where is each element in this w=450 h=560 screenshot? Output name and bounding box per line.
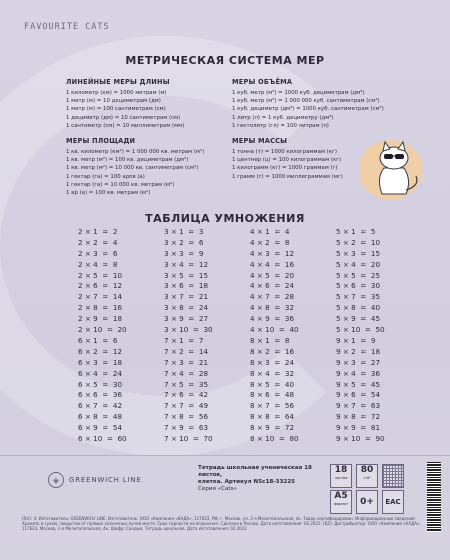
eac-mark: EAC (385, 498, 401, 506)
age-rating: 0+ (360, 497, 374, 507)
mult-row: 5 × 1 = 5 (336, 227, 376, 236)
density-value: 80 (360, 465, 374, 475)
area-measures-title: МЕРЫ ПЛОЩАДИ (66, 137, 136, 145)
mult-column-7 (164, 336, 213, 445)
mult-row: 8 × 10 = 80 (250, 434, 299, 444)
mult-row: 3 × 6 = 18 (164, 281, 209, 291)
mult-row: 6 × 8 = 48 (78, 412, 123, 422)
sheets-box (330, 464, 352, 488)
length-line: 1 дециметр (дм) = 10 сантиметрам (см) (66, 114, 181, 121)
mult-row: 4 × 6 = 24 (250, 281, 295, 291)
volume-line: 1 гектолитр (гл) = 100 литрам (л) (232, 122, 329, 129)
length-line: 1 метр (м) = 10 дециметрам (дм) (66, 98, 161, 105)
mult-row: 3 × 2 = 6 (164, 237, 204, 247)
mult-row: 3 × 4 = 12 (164, 259, 209, 269)
mult-row: 6 × 6 = 36 (78, 390, 123, 400)
legal-small-print: (RU): © Изготовитель: GREENWICH LINE. Изготовитель: ООО «Компания «КАДА», 117623, РФ, г. Москва, ул. 2-я Мелитопольская, 4к. Товар сертифицирован. Информационные сведения: Хранить в сухом, закрытом от прямых солнечных лучей месте. Срок годности не ограничен. Сделано в России. Дата изготовления: 02.2022. (KZ): Дистрибьютор: ООО «Компания «КАДА», 117623, Москва, 2-я Мелитопольская, 4к. Шифр: Сандық. Тетрадь школьная. Дата изготовления: 02.2022 (22, 516, 421, 532)
format-label: формат (333, 502, 349, 506)
mult-row: 2 × 10 = 20 (78, 325, 127, 335)
area-line: 1 гектар (га) = 10 000 кв. метрам (м²) (66, 181, 175, 188)
mult-row: 9 × 6 = 54 (336, 390, 381, 400)
mult-row: 4 × 7 = 28 (250, 292, 295, 302)
eac-box (382, 490, 404, 514)
density-box (356, 464, 378, 488)
mult-row: 6 × 7 = 42 (78, 401, 123, 411)
mult-row: 9 × 5 = 45 (336, 379, 381, 389)
mult-row: 6 × 4 = 24 (78, 368, 123, 378)
mult-row: 9 × 10 = 90 (336, 434, 385, 444)
brand-logo (48, 472, 142, 488)
mult-column-2 (78, 227, 127, 336)
brand-name: GREENWICH LINE (69, 476, 142, 484)
mult-row: 5 × 4 = 20 (336, 259, 381, 269)
age-box (356, 490, 378, 514)
mult-row: 8 × 8 = 64 (250, 412, 295, 422)
mult-row: 3 × 7 = 21 (164, 292, 209, 302)
volume-line: 1 куб. метр (м³) = 1 000 000 куб. сантиметрам (см³) (232, 98, 380, 105)
area-line: 1 кв. метр (м²) = 100 кв. дециметрам (дм²) (66, 157, 189, 164)
mult-row: 7 × 7 = 49 (164, 401, 209, 411)
product-info (198, 465, 313, 493)
format-box (330, 490, 352, 514)
sheets-count: 18 (334, 465, 348, 475)
mult-row: 7 × 2 = 14 (164, 346, 209, 356)
volume-measures-block (232, 78, 384, 130)
mult-row: 9 × 3 = 27 (336, 357, 381, 367)
mult-row: 7 × 4 = 28 (164, 368, 209, 378)
mult-row: 9 × 8 = 72 (336, 412, 381, 422)
mult-row: 7 × 9 = 63 (164, 423, 209, 433)
mass-measures-title: МЕРЫ МАССЫ (232, 137, 288, 145)
mult-row: 2 × 5 = 10 (78, 270, 123, 280)
mult-row: 5 × 5 = 25 (336, 270, 381, 280)
mult-column-9 (336, 336, 385, 445)
length-line: 1 метр (м) = 100 сантиметрам (см) (66, 106, 166, 113)
mult-row: 7 × 6 = 42 (164, 390, 209, 400)
mult-row: 7 × 3 = 21 (164, 357, 209, 367)
mult-row: 5 × 3 = 15 (336, 248, 381, 258)
sheets-label: листов (334, 476, 348, 480)
mult-row: 9 × 7 = 63 (336, 401, 381, 411)
volume-line: 1 куб. дециметр (дм³) = 1000 куб. сантиметрам (см³) (232, 106, 384, 113)
area-line: 1 кв. километр (км²) = 1 000 000 кв. метрам (м²) (66, 149, 205, 155)
mult-row: 3 × 5 = 15 (164, 270, 209, 280)
multiplication-table-title: ТАБЛИЦА УМНОЖЕНИЯ (145, 212, 305, 225)
series-label: FAVOURITE CATS (24, 22, 110, 32)
mult-row: 6 × 1 = 6 (78, 336, 118, 345)
mult-row: 7 × 5 = 35 (164, 379, 209, 389)
mult-column-6 (78, 336, 127, 445)
product-line-3: Серия «Cats» (198, 486, 237, 492)
mult-row: 4 × 2 = 8 (250, 237, 290, 247)
mult-row: 5 × 7 = 35 (336, 292, 381, 302)
mult-row: 8 × 4 = 32 (250, 368, 295, 378)
mult-row: 3 × 9 = 27 (164, 314, 209, 324)
mult-row: 7 × 1 = 7 (164, 336, 204, 345)
greenwich-line-logo-icon: ◈ (48, 472, 64, 488)
mult-row: 5 × 2 = 10 (336, 237, 381, 247)
mult-row: 6 × 2 = 12 (78, 346, 123, 356)
length-measures-title: ЛИНЕЙНЫЕ МЕРЫ ДЛИНЫ (66, 78, 170, 86)
product-line-1: Тетрадь школьная ученическая 18 листов, (198, 465, 312, 478)
mult-row: 9 × 4 = 36 (336, 368, 381, 378)
mult-row: 5 × 8 = 40 (336, 303, 381, 313)
mult-row: 8 × 5 = 40 (250, 379, 295, 389)
cat-with-sunglasses-illustration (360, 132, 430, 202)
format-value: A5 (334, 491, 348, 501)
mult-row: 3 × 1 = 3 (164, 227, 204, 236)
mult-column-8 (250, 336, 299, 445)
mult-column-5 (336, 227, 385, 336)
mult-row: 2 × 2 = 4 (78, 237, 118, 247)
length-line: 1 сантиметр (см) = 10 миллиметрам (мм) (66, 122, 185, 129)
product-line-2: клетка. Артикул N5c18-33225 (198, 479, 296, 485)
mult-row: 3 × 3 = 9 (164, 248, 204, 258)
area-measures-block (66, 137, 204, 197)
mult-row: 6 × 10 = 60 (78, 434, 127, 444)
mass-measures-block (232, 137, 343, 181)
mult-row: 6 × 3 = 18 (78, 357, 123, 367)
mult-row: 5 × 9 = 45 (336, 314, 381, 324)
mult-row: 2 × 6 = 12 (78, 281, 123, 291)
mult-row: 8 × 7 = 56 (250, 401, 295, 411)
mult-row: 2 × 3 = 6 (78, 248, 118, 258)
mult-row: 8 × 2 = 16 (250, 346, 295, 356)
mult-row: 5 × 10 = 50 (336, 325, 385, 335)
area-line: 1 гектар (га) = 100 аров (а) (66, 173, 145, 180)
mult-row: 8 × 6 = 48 (250, 390, 295, 400)
mult-row: 3 × 8 = 24 (164, 303, 209, 313)
mult-row: 2 × 7 = 14 (78, 292, 123, 302)
mult-row: 6 × 9 = 54 (78, 423, 123, 433)
mult-row: 2 × 4 = 8 (78, 259, 118, 269)
mult-row: 9 × 1 = 9 (336, 336, 376, 345)
metric-system-title: МЕТРИЧЕСКАЯ СИСТЕМА МЕР (125, 54, 325, 67)
mult-row: 8 × 3 = 24 (250, 357, 295, 367)
mult-row: 2 × 9 = 18 (78, 314, 123, 324)
mult-row: 5 × 6 = 30 (336, 281, 381, 291)
area-line: 1 кв. метр (м²) = 10 000 кв. сантиметрам (см²) (66, 165, 199, 172)
mult-row: 4 × 1 = 4 (250, 227, 290, 236)
volume-line: 1 куб. метр (м³) = 1000 куб. дециметрам (дм³) (232, 90, 365, 96)
mult-row: 4 × 10 = 40 (250, 325, 299, 335)
barcode (427, 462, 441, 532)
mult-row: 9 × 2 = 18 (336, 346, 381, 356)
mult-row: 4 × 5 = 20 (250, 270, 295, 280)
length-measures-block (66, 78, 184, 130)
mult-row: 7 × 10 = 70 (164, 434, 213, 444)
density-label: г/м² (363, 476, 371, 480)
mass-line: 1 грамм (г) = 1000 миллиграммам (мг) (232, 173, 343, 180)
mult-row: 8 × 9 = 72 (250, 423, 295, 433)
mass-line: 1 килограмм (кг) = 1000 граммам (г) (232, 165, 338, 172)
length-line: 1 километр (км) = 1000 метрам (м) (66, 90, 167, 96)
mult-row: 6 × 5 = 30 (78, 379, 123, 389)
mass-line: 1 тонна (т) = 1000 килограммам (кг) (232, 149, 337, 155)
mult-row: 4 × 9 = 36 (250, 314, 295, 324)
mult-row: 4 × 3 = 12 (250, 248, 295, 258)
mult-row: 7 × 8 = 56 (164, 412, 209, 422)
volume-measures-title: МЕРЫ ОБЪЁМА (232, 78, 293, 86)
mass-line: 1 центнер (ц) = 100 килограммам (кг) (232, 157, 342, 164)
mult-row: 9 × 9 = 81 (336, 423, 381, 433)
volume-line: 1 литр (л) = 1 куб. дециметру (дм³) (232, 114, 334, 121)
square-grid-icon (382, 464, 404, 488)
mult-row: 3 × 10 = 30 (164, 325, 213, 335)
mult-row: 2 × 8 = 16 (78, 303, 123, 313)
mult-row: 4 × 4 = 16 (250, 259, 295, 269)
area-line: 1 ар (а) = 100 кв. метрам (м²) (66, 190, 151, 197)
mult-row: 4 × 8 = 32 (250, 303, 295, 313)
mult-row: 8 × 1 = 8 (250, 336, 290, 345)
mult-column-4 (250, 227, 299, 336)
mult-row: 2 × 1 = 2 (78, 227, 118, 236)
mult-column-3 (164, 227, 213, 336)
